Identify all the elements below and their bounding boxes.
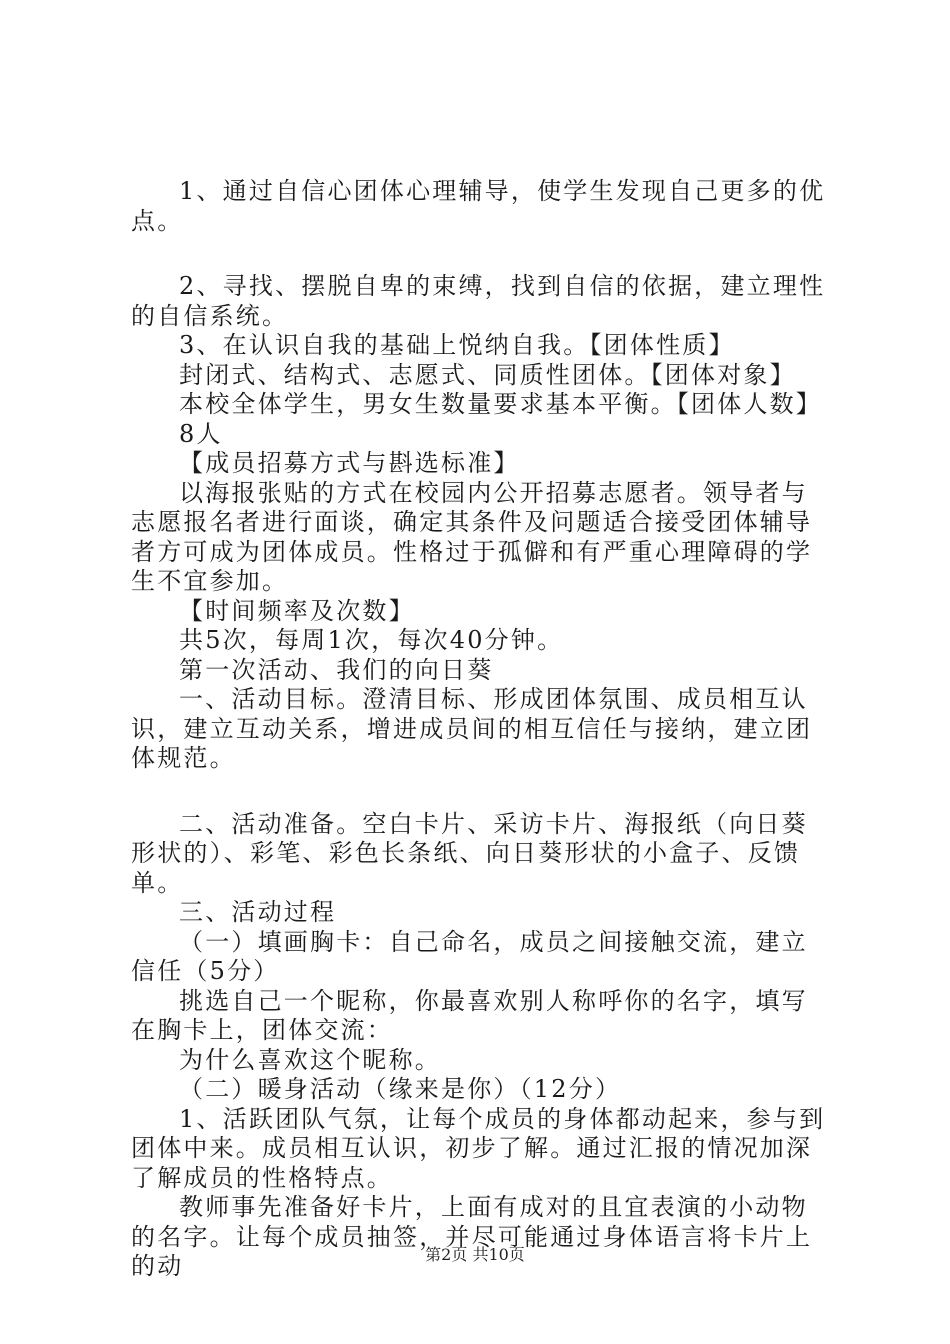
document-body	[131, 177, 831, 1282]
paragraph: 本校全体学生，男女生数量要求基本平衡。【团体人数】	[179, 390, 822, 418]
paragraph: 【时间频率及次数】	[179, 596, 415, 625]
paragraph: 3、在认识自我的基础上悦纳自我。【团体性质】	[179, 331, 735, 359]
paragraph: 1、通过自信心团体心理辅导，使学生发现自己更多的优点。	[131, 177, 826, 235]
paragraph: 以海报张贴的方式在校园内公开招募志愿者。领导者与志愿报名者进行面谈，确定其条件及问题适合接受团体辅导者方可成为团体成员。性格过于孤僻和有严重心理障碍的学生不宜参加。	[131, 478, 813, 595]
paragraph: （二）暖身活动（缘来是你）（12分）	[179, 1075, 622, 1103]
paragraph: 挑选自己一个昵称，你最喜欢别人称呼你的名字，填写在胸卡上，团体交流：	[131, 986, 808, 1044]
paragraph: 2、寻找、摆脱自卑的束缚，找到自信的依据，建立理性的自信系统。	[131, 272, 826, 330]
paragraph: 二、活动准备。空白卡片、采访卡片、海报纸（向日葵形状的）、彩笔、彩色长条纸、向日葵形状的小盒子、反馈单。	[131, 809, 808, 897]
paragraph: 为什么喜欢这个昵称。	[179, 1045, 441, 1074]
paragraph: 【成员招募方式与斟选标准】	[179, 449, 520, 477]
paragraph: 1、活跃团队气氛，让每个成员的身体都动起来，参与到团体中来。成员相互认识，初步了解。通过汇报的情况加深了解成员的性格特点。	[131, 1104, 826, 1192]
paragraph: 8人	[179, 419, 223, 448]
paragraph: 第一次活动、我们的向日葵	[179, 655, 494, 684]
paragraph: 一、活动目标。澄清目标、形成团体氛围、成员相互认识，建立互动关系，增进成员间的相互信任与接纳，建立团体规范。	[131, 685, 813, 772]
paragraph: 三、活动过程	[179, 898, 337, 926]
paragraph: 教师事先准备好卡片，上面有成对的且宜表演的小动物的名字。让每个成员抽签，并尽可能通过身体语言将卡片上的动	[131, 1193, 813, 1280]
page-number-footer: 第2页 共10页	[425, 1245, 525, 1264]
paragraph: 封闭式、结构式、志愿式、同质性团体。【团体对象】	[179, 360, 796, 389]
paragraph: （一）填画胸卡：自己命名，成员之间接触交流，建立信任（5分）	[131, 927, 808, 985]
paragraph: 共5次，每周1次，每次40分钟。	[179, 626, 564, 654]
